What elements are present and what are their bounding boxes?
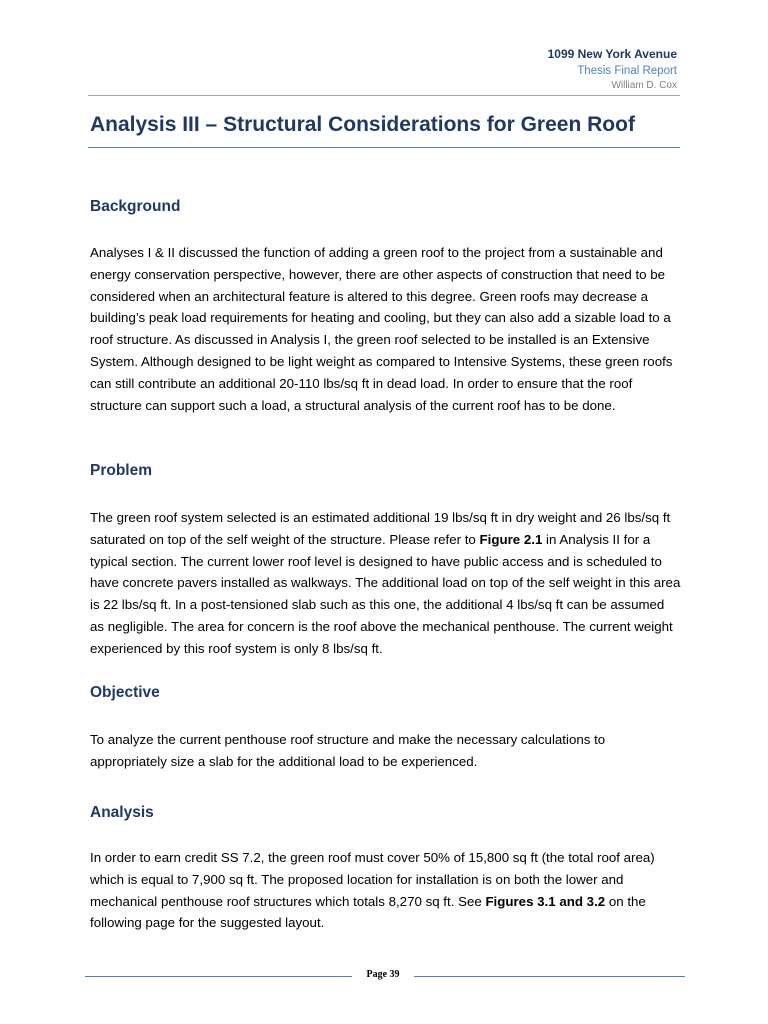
paragraph-objective: To analyze the current penthouse roof structure and make the necessary calculations to appropriately size a slab for the additional load to be experienced. <box>90 732 606 769</box>
analysis-text-a: In order to earn credit SS 7.2, the green roof must cover 50% of 15,800 sq ft (the total roof area) which is equal to 7,900 sq ft. The proposed location for installation is on both the lower and mechanical penthouse roof structures which totals 8,270 sq ft. See <box>90 850 655 909</box>
problem-text-b: in Analysis II for a typical section. The current lower roof level is designed to have public access and is scheduled to have concrete pavers installed as walkways. The additional load on top of the self weight in this area is 22 lbs/sq ft. In a post-tensioned slab such as this one, the additional 4 lbs/sq ft can be assumed as negligible. The area for concern is the roof above the mechanical penthouse. The current weight experienced by this roof system is only 8 lbs/sq ft. <box>90 531 681 656</box>
problem-text-a: The green roof system selected is an estimated additional 19 lbs/sq ft in dry weight and 26 lbs/sq ft saturated on top of the self weight of the structure. Please refer to <box>90 510 671 547</box>
figure-ref-2-1: Figure 2.1 <box>479 531 543 547</box>
running-header <box>548 46 677 93</box>
figure-ref-3-1-3-2: Figures 3.1 and 3.2 <box>485 893 606 909</box>
title-divider <box>88 147 680 148</box>
page-title: Analysis III – Structural Considerations for Green Roof <box>90 113 635 136</box>
paragraph-problem <box>90 507 682 660</box>
heading-analysis: Analysis <box>90 804 154 821</box>
page-number: Page 39 <box>366 969 400 980</box>
heading-background: Background <box>90 198 181 215</box>
analysis-text-b: on the following page for the suggested layout. <box>90 893 646 931</box>
header-divider <box>88 95 680 96</box>
paragraph-analysis <box>90 847 682 934</box>
header-project: 1099 New York Avenue <box>547 47 677 61</box>
heading-objective: Objective <box>90 684 160 701</box>
header-report: Thesis Final Report <box>577 65 677 77</box>
footer-divider-right <box>414 976 685 977</box>
paragraph-background: Analyses I & II discussed the function of adding a green roof to the project from a sustainable and energy conservation perspective, however, there are other aspects of construction that need to be considered when an architectural feature is altered to this degree. Green roofs may decrease a building’s peak load requirements for heating and cooling, but they can also add a sizable load to a roof structure. As discussed in Analysis I, the green roof selected to be installed is an Extensive System. Although designed to be light weight as compared to Intensive Systems, these green roofs can still contribute an additional 20-110 lbs/sq ft in dead load. In order to ensure that the roof structure can support such a load, a structural analysis of the current roof has to be done. <box>90 245 673 413</box>
footer-divider-left <box>85 976 352 977</box>
header-author: William D. Cox <box>611 80 677 91</box>
heading-problem: Problem <box>90 462 153 479</box>
